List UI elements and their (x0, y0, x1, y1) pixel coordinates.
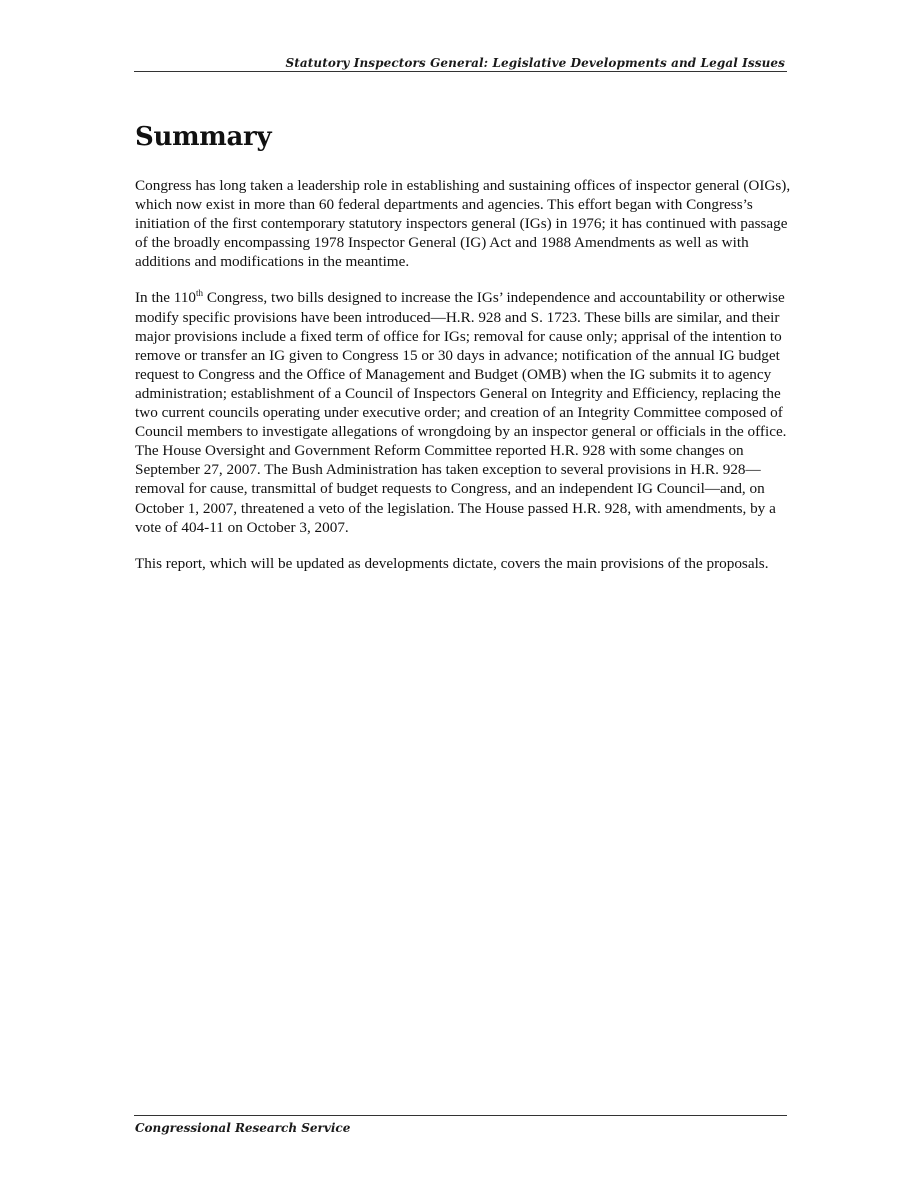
paragraph-2-rest: Congress, two bills designed to increase the IGs’ independence and accountability or otherwise modify specific provisions have been introduced—H.R. 928 and S. 1723. These bills are similar, and their major provisions include a fixed term of office for IGs; removal for cause only; apprisal of the intention to remove or transfer an IG given to Congress 15 or 30 days in advance; notification of the annual IG budget request to Congress and the Office of Management and Budget (OMB) when the IG submits it to agency administration; establishment of a Council of Inspectors General on Integrity and Efficiency, replacing the two current councils operating under executive order; and creation of an Integrity Committee composed of Council members to investigate allegations of wrongdoing by an inspector general or officials in the office. The House Oversight and Government Reform Committee reported H.R. 928 with some changes on September 27, 2007. The Bush Administration has taken exception to several provisions in H.R. 928—removal for cause, transmittal of budget requests to Congress, and an independent IG Council—and, on October 1, 2007, threatened a veto of the legislation. The House passed H.R. 928, with amendments, by a vote of 404-11 on October 3, 2007. (135, 289, 787, 536)
paragraph-3: This report, which will be updated as developments dictate, covers the main provisions of the proposals. (135, 554, 769, 572)
paragraph-2 (135, 288, 791, 536)
paragraph-2-lead: In the 110 (135, 289, 197, 307)
footer-publisher: Congressional Research Service (135, 1121, 351, 1135)
paragraph-1: Congress has long taken a leadership role in establishing and sustaining offices of inspector general (OIGs), which now exist in more than 60 federal departments and agencies. This effort began with Congress’s initiation of the first contemporary statutory inspectors general (IGs) in 1976; it has continued with passage of the broadly encompassing 1978 Inspector General (IG) Act and 1988 Amendments as well as with additions and modifications in the meantime. (135, 177, 791, 271)
header-divider (134, 71, 787, 72)
ordinal-superscript: th (196, 288, 204, 299)
running-header: Statutory Inspectors General: Legislative Developments and Legal Issues (285, 56, 785, 70)
summary-body (135, 176, 791, 590)
section-heading: Summary (135, 122, 272, 152)
footer-divider (134, 1115, 787, 1116)
